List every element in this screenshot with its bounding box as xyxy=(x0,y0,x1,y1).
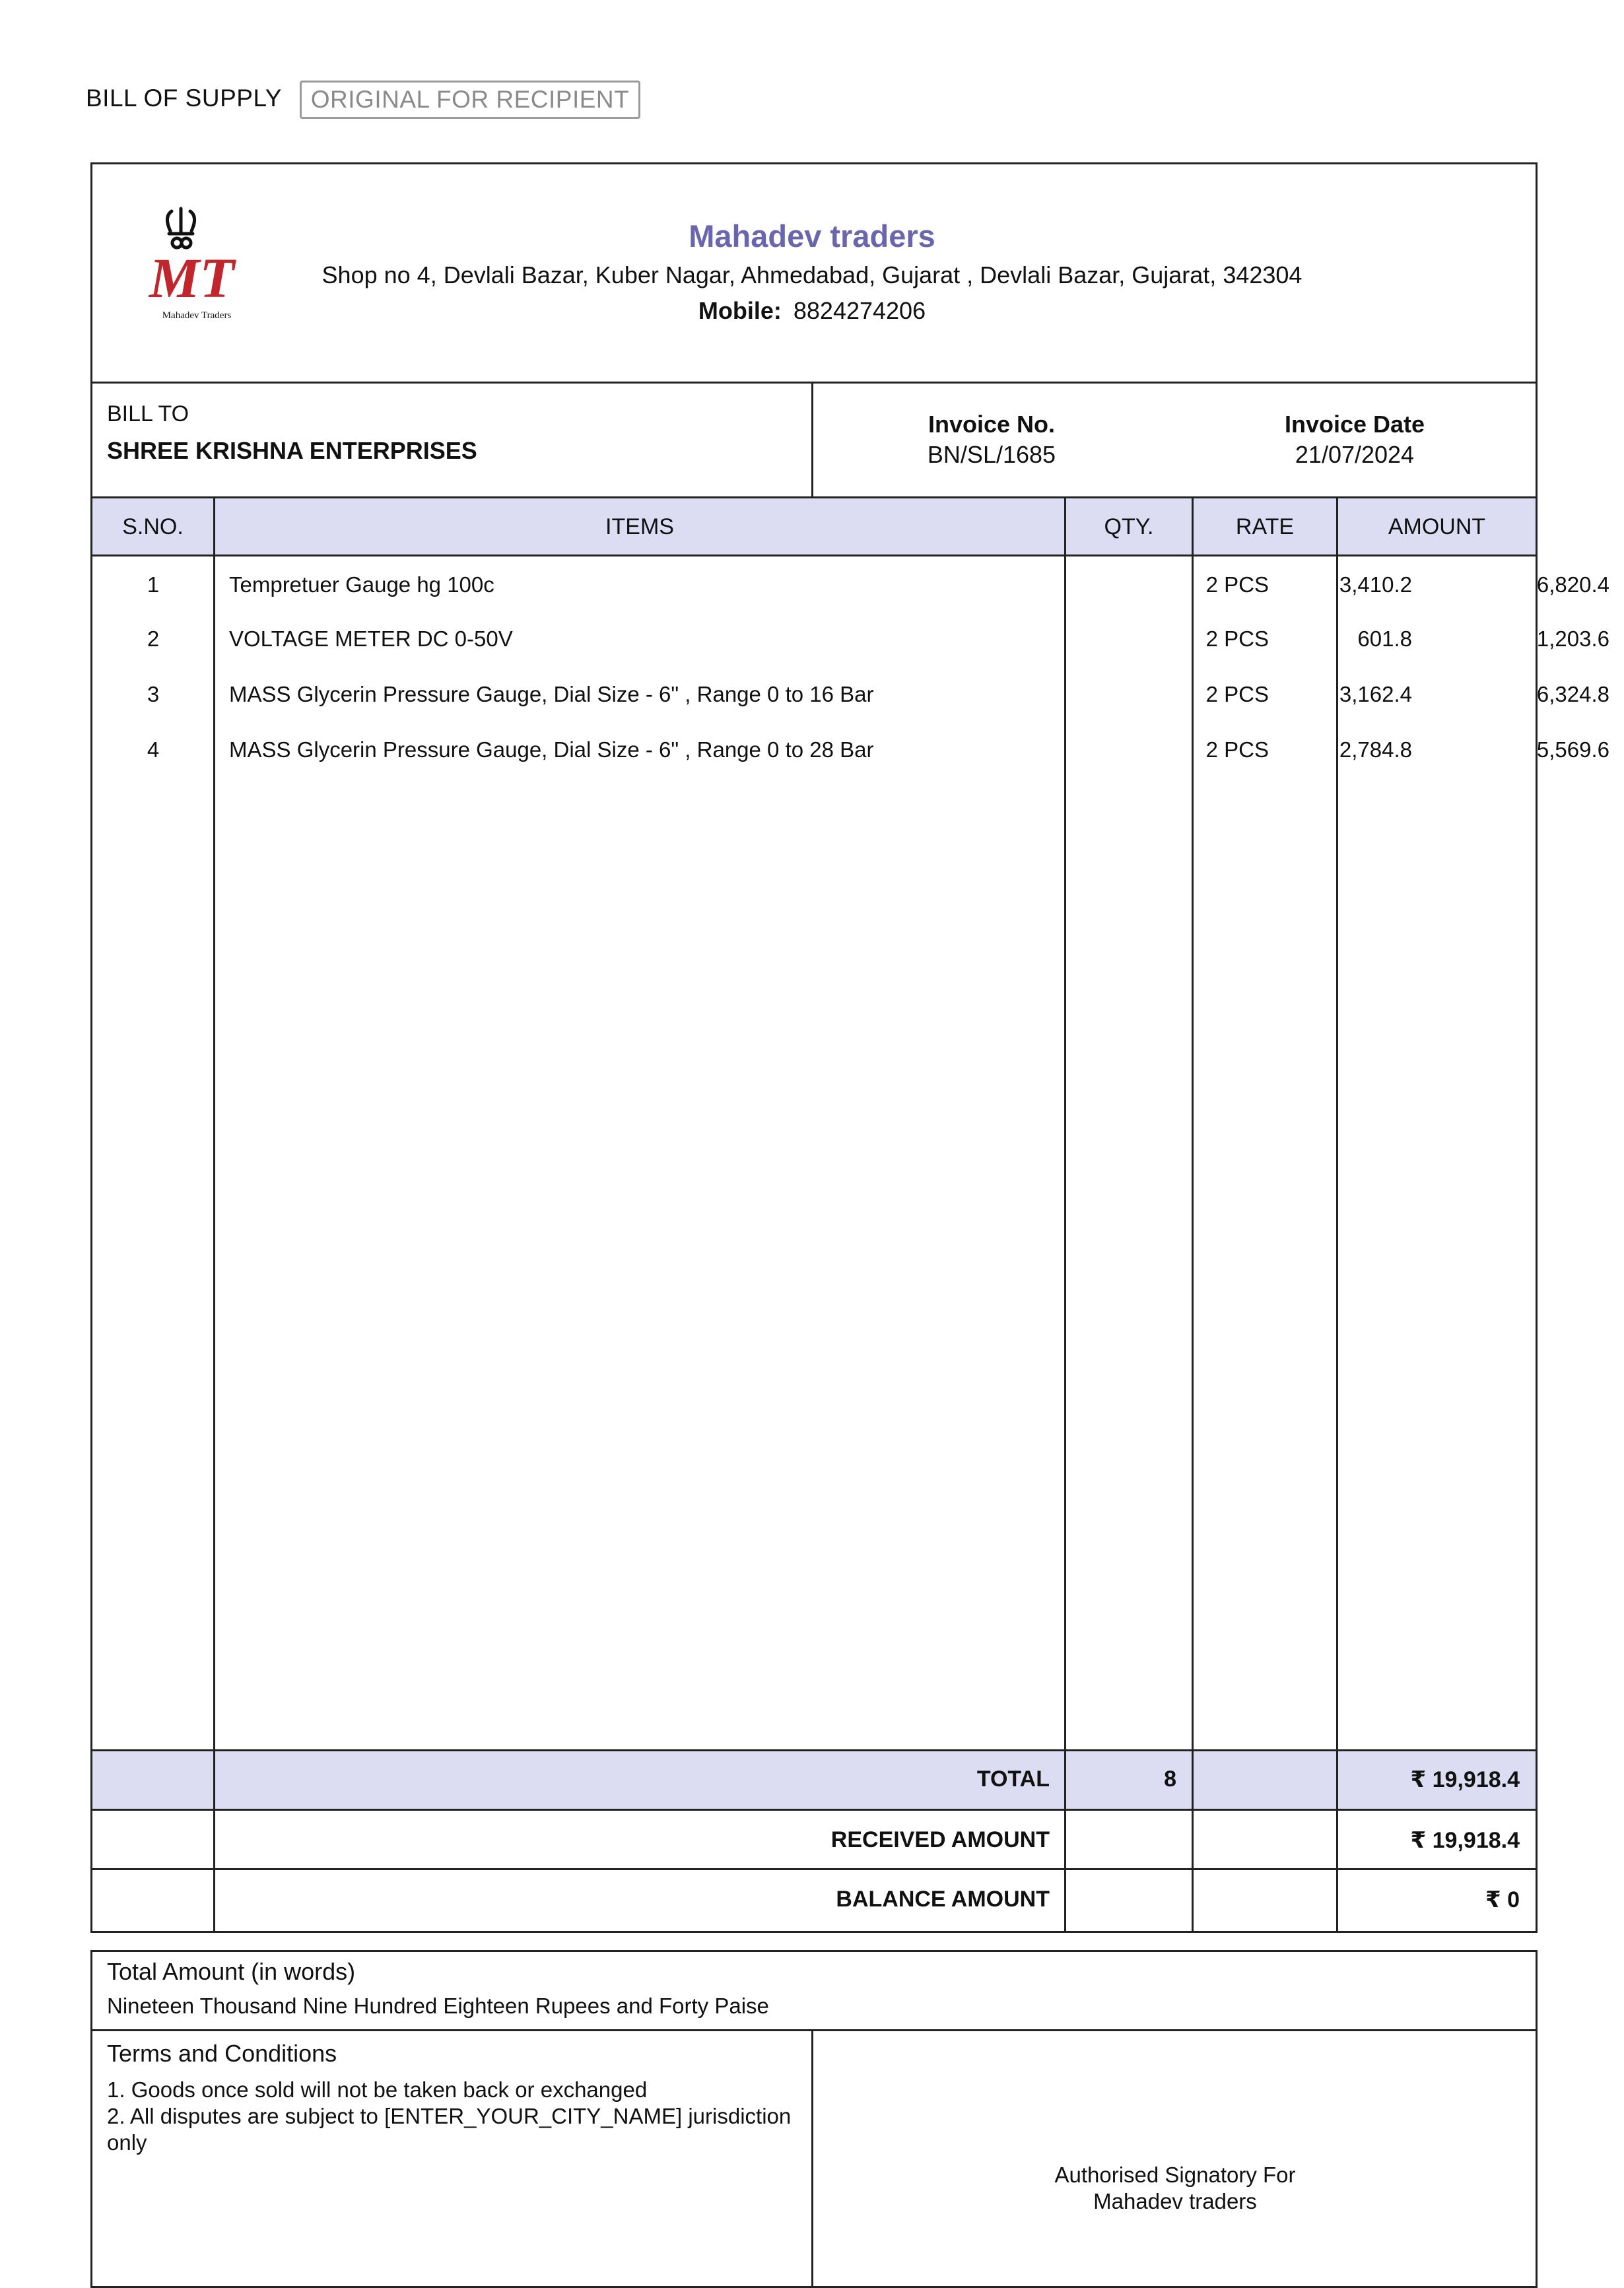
divider-header xyxy=(90,382,1538,384)
signatory-line-2: Mahadev traders xyxy=(1093,2189,1257,2213)
bill-to-label: BILL TO xyxy=(107,401,189,426)
row-amount: 1,203.6 xyxy=(1536,626,1609,651)
table-row xyxy=(90,565,1609,605)
row-qty: 2 PCS xyxy=(1205,682,1269,706)
terms-label: Terms and Conditions xyxy=(107,2040,337,2067)
logo-caption: Mahadev Traders xyxy=(162,310,232,321)
total-qty: 8 xyxy=(1164,1766,1176,1792)
invoice-date-label: Invoice Date xyxy=(1284,411,1425,438)
row-item: MASS Glycerin Pressure Gauge, Dial Size - 6" , Range 0 to 16 Bar xyxy=(229,682,874,706)
amount-in-words-label: Total Amount (in words) xyxy=(107,1958,356,1985)
header-qty: QTY. xyxy=(1104,514,1154,539)
total-amount: ₹ 19,918.4 xyxy=(1410,1767,1520,1792)
divider-total-top xyxy=(90,1749,1538,1751)
divider-billto xyxy=(811,383,813,498)
divider-received-top xyxy=(90,1809,1538,1811)
divider-words xyxy=(90,2029,1538,2031)
row-rate: 3,410.2 xyxy=(1339,572,1412,597)
row-item: MASS Glycerin Pressure Gauge, Dial Size - 6" , Range 0 to 28 Bar xyxy=(229,737,874,762)
row-rate: 3,162.4 xyxy=(1339,682,1412,706)
received-amount: ₹ 19,918.4 xyxy=(1410,1828,1520,1853)
copy-type-badge: ORIGINAL FOR RECIPIENT xyxy=(300,81,640,119)
row-sno: 2 xyxy=(147,626,160,651)
terms-line-1: 1. Goods once sold will not be taken back or exchanged xyxy=(107,2077,648,2102)
row-amount: 6,324.8 xyxy=(1536,682,1609,706)
row-qty: 2 PCS xyxy=(1205,626,1269,651)
company-mobile xyxy=(0,297,1624,325)
row-rate: 2,784.8 xyxy=(1339,737,1412,762)
table-row xyxy=(90,619,1609,659)
table-row xyxy=(90,675,1609,714)
header-items: ITEMS xyxy=(605,514,674,539)
divider-terms-signature xyxy=(811,2031,813,2288)
mobile-label: Mobile: xyxy=(698,297,782,324)
row-qty: 2 PCS xyxy=(1205,572,1269,597)
total-label: TOTAL xyxy=(976,1766,1050,1792)
amount-in-words: Nineteen Thousand Nine Hundred Eighteen Rupees and Forty Paise xyxy=(107,1994,769,2018)
mobile-number: 8824274206 xyxy=(793,297,926,324)
header-sno: S.NO. xyxy=(122,514,184,539)
terms-line-2: 2. All disputes are subject to [ENTER_YOUR_CITY_NAME] jurisdiction only xyxy=(107,2104,792,2155)
logo-mark-text: MT xyxy=(149,246,234,310)
signatory-line-1: Authorised Signatory For xyxy=(1054,2163,1296,2187)
balance-amount: ₹ 0 xyxy=(1485,1887,1520,1912)
row-sno: 3 xyxy=(147,682,160,706)
row-item: VOLTAGE METER DC 0-50V xyxy=(229,626,513,651)
company-address: Shop no 4, Devlali Bazar, Kuber Nagar, Ahmedabad, Gujarat , Devlali Bazar, Gujarat, 342304 xyxy=(321,261,1303,288)
row-sno: 1 xyxy=(147,572,160,597)
row-qty: 2 PCS xyxy=(1205,737,1269,762)
invoice-number-label: Invoice No. xyxy=(928,411,1056,438)
table-row xyxy=(90,730,1609,770)
invoice-date: 21/07/2024 xyxy=(1295,441,1415,468)
received-amount-label: RECEIVED AMOUNT xyxy=(830,1827,1050,1852)
row-rate: 601.8 xyxy=(1357,626,1412,651)
balance-amount-label: BALANCE AMOUNT xyxy=(836,1887,1050,1912)
row-item: Tempretuer Gauge hg 100c xyxy=(229,572,494,597)
company-name: Mahadev traders xyxy=(689,219,935,253)
row-sno: 4 xyxy=(147,737,160,762)
header-amount: AMOUNT xyxy=(1388,514,1486,539)
row-amount: 6,820.4 xyxy=(1536,572,1609,597)
header-rate: RATE xyxy=(1235,514,1295,539)
document-title: BILL OF SUPPLY xyxy=(86,84,282,112)
row-amount: 5,569.6 xyxy=(1536,737,1609,762)
divider-balance-top xyxy=(90,1868,1538,1870)
invoice-number: BN/SL/1685 xyxy=(927,441,1056,468)
bill-to-name: SHREE KRISHNA ENTERPRISES xyxy=(107,437,477,464)
